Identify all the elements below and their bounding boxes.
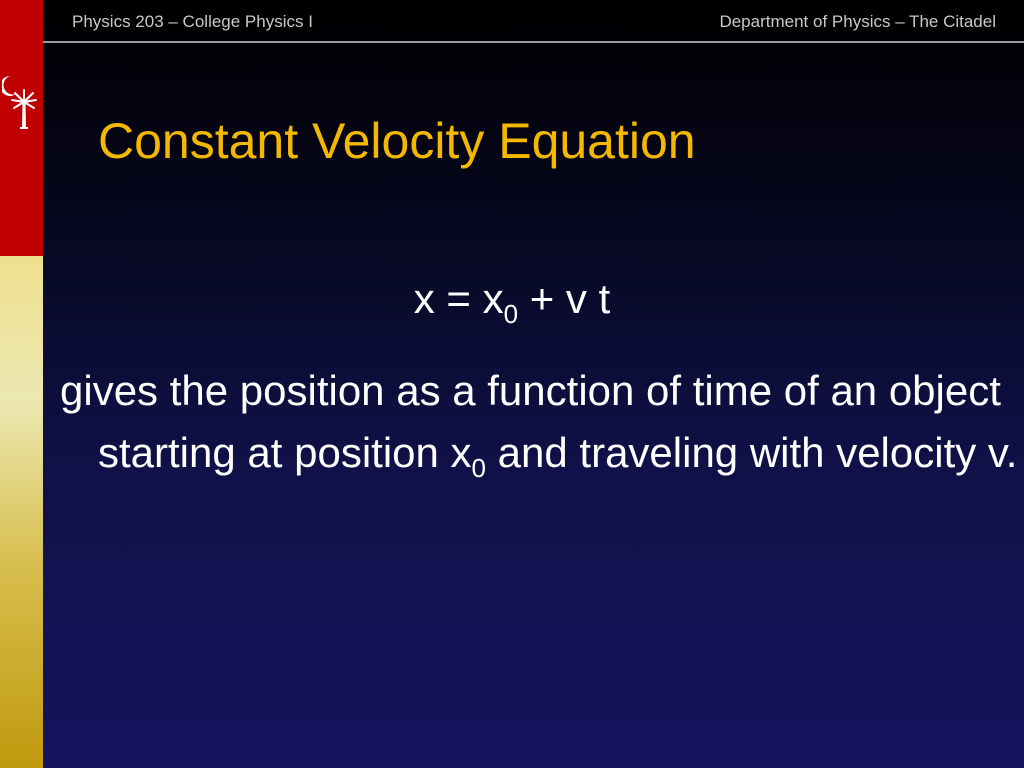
header-department: Department of Physics – The Citadel [719,12,996,31]
equation-subscript: 0 [503,299,519,329]
equation [0,275,1024,329]
body-text-part1: gives the position as a function of time of an object starting at position x [60,367,1001,476]
palmetto-crescent-icon [2,72,42,138]
body-text-part2: and traveling with velocity v. [486,429,1018,476]
slide-title: Constant Velocity Equation [98,113,696,169]
equation-lhs: x = x [413,275,504,322]
equation-rhs: + v t [518,275,611,322]
header-divider [43,41,1024,43]
body-paragraph [60,360,1024,489]
header-course-title: Physics 203 – College Physics I [72,12,313,31]
body-subscript: 0 [471,453,486,483]
side-band [0,0,43,768]
